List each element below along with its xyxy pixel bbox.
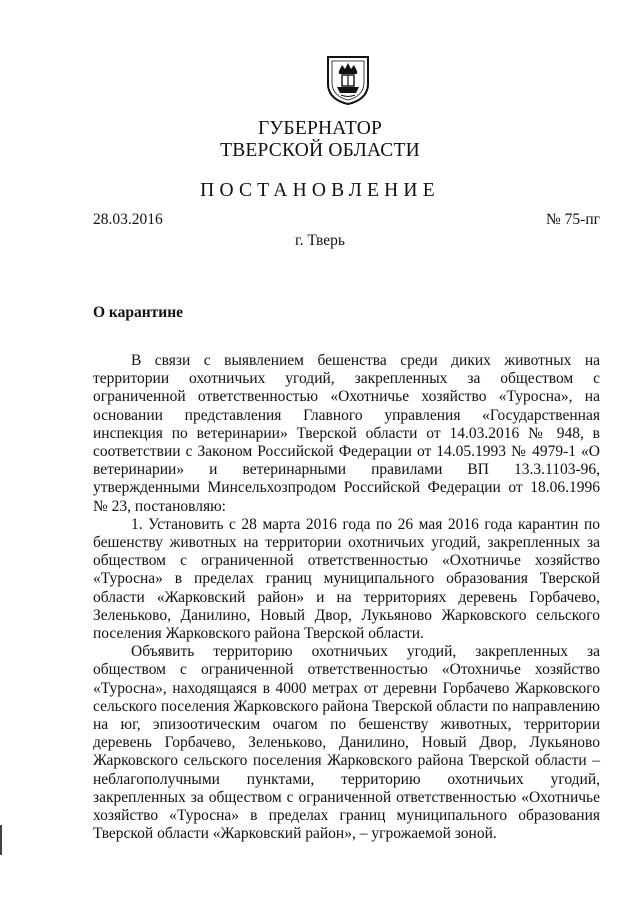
document-city: г. Тверь (295, 232, 345, 249)
issuer-title-line2: ТВЕРСКОЙ ОБЛАСТИ (220, 140, 420, 161)
document-subject: О карантине (93, 304, 184, 321)
issuer-title-line1: ГУБЕРНАТОР (257, 118, 383, 139)
body-paragraph-declaration: Объявить территорию охотничьих угодий, закрепленных за обществом с ограниченной ответственностью «Отохничье хозяйство «Туросна», находящаяся в 4000 метрах от деревни Горбачево Жарковского сельского поселения Жарковского района Тверской области по направлению на юг, эпизоотическим очагом по бешенству животных, территории деревень Горбачево, Зеленьково, Данилино, Новый Двор, Лукьяново Жарковского сельского поселения Жарковского района Тверской области – неблагополучными пунктами, территорию охотничьих угодий, закрепленных за обществом с ограниченной ответственностью «Охотничье хозяйство «Туросна» в пределах границ муниципального образования Тверской области «Жарковский район», – угрожаемой зоной. (93, 643, 600, 843)
document-date: 28.03.2016 (93, 211, 163, 228)
body-paragraph-item-1: 1. Установить с 28 марта 2016 года по 26 мая 2016 года карантин по бешенству животных на территории охотничьих угодий, закрепленных за обществом с ограниченной ответственностью «Охотничье хозяйство «Туросна» в пределах границ муниципального образования Тверской области «Жарковский район» и на территориях деревень Горбачево, Зеленьково, Данилино, Новый Двор, Лукьяново Жарковского сельского поселения Жарковского района Тверской области. (93, 515, 600, 643)
document-type: ПОСТАНОВЛЕНИЕ (200, 180, 440, 201)
tver-coat-of-arms-icon (325, 54, 371, 106)
body-paragraph-preamble: В связи с выявлением бешенства среди диких животных на территории охотничьих угодий, закрепленных за обществом с ограниченной ответственностью «Охотничье хозяйство «Туросна», на основании представления Главного управления «Государственная инспекция по ветеринарии» Тверской области от 14.03.2016 № 948, в соответствии с Законом Российской Федерации от 14.05.1993 № 4979-1 «О ветеринарии» и ветеринарными правилами ВП 13.3.1103-96, утвержденными Минсельхозпродом Российской Федерации от 18.06.1996 № 23, постановляю: (93, 352, 600, 515)
scan-edge-mark (0, 825, 2, 855)
document-number: № 75-пг (546, 211, 600, 228)
document-body (93, 352, 600, 843)
